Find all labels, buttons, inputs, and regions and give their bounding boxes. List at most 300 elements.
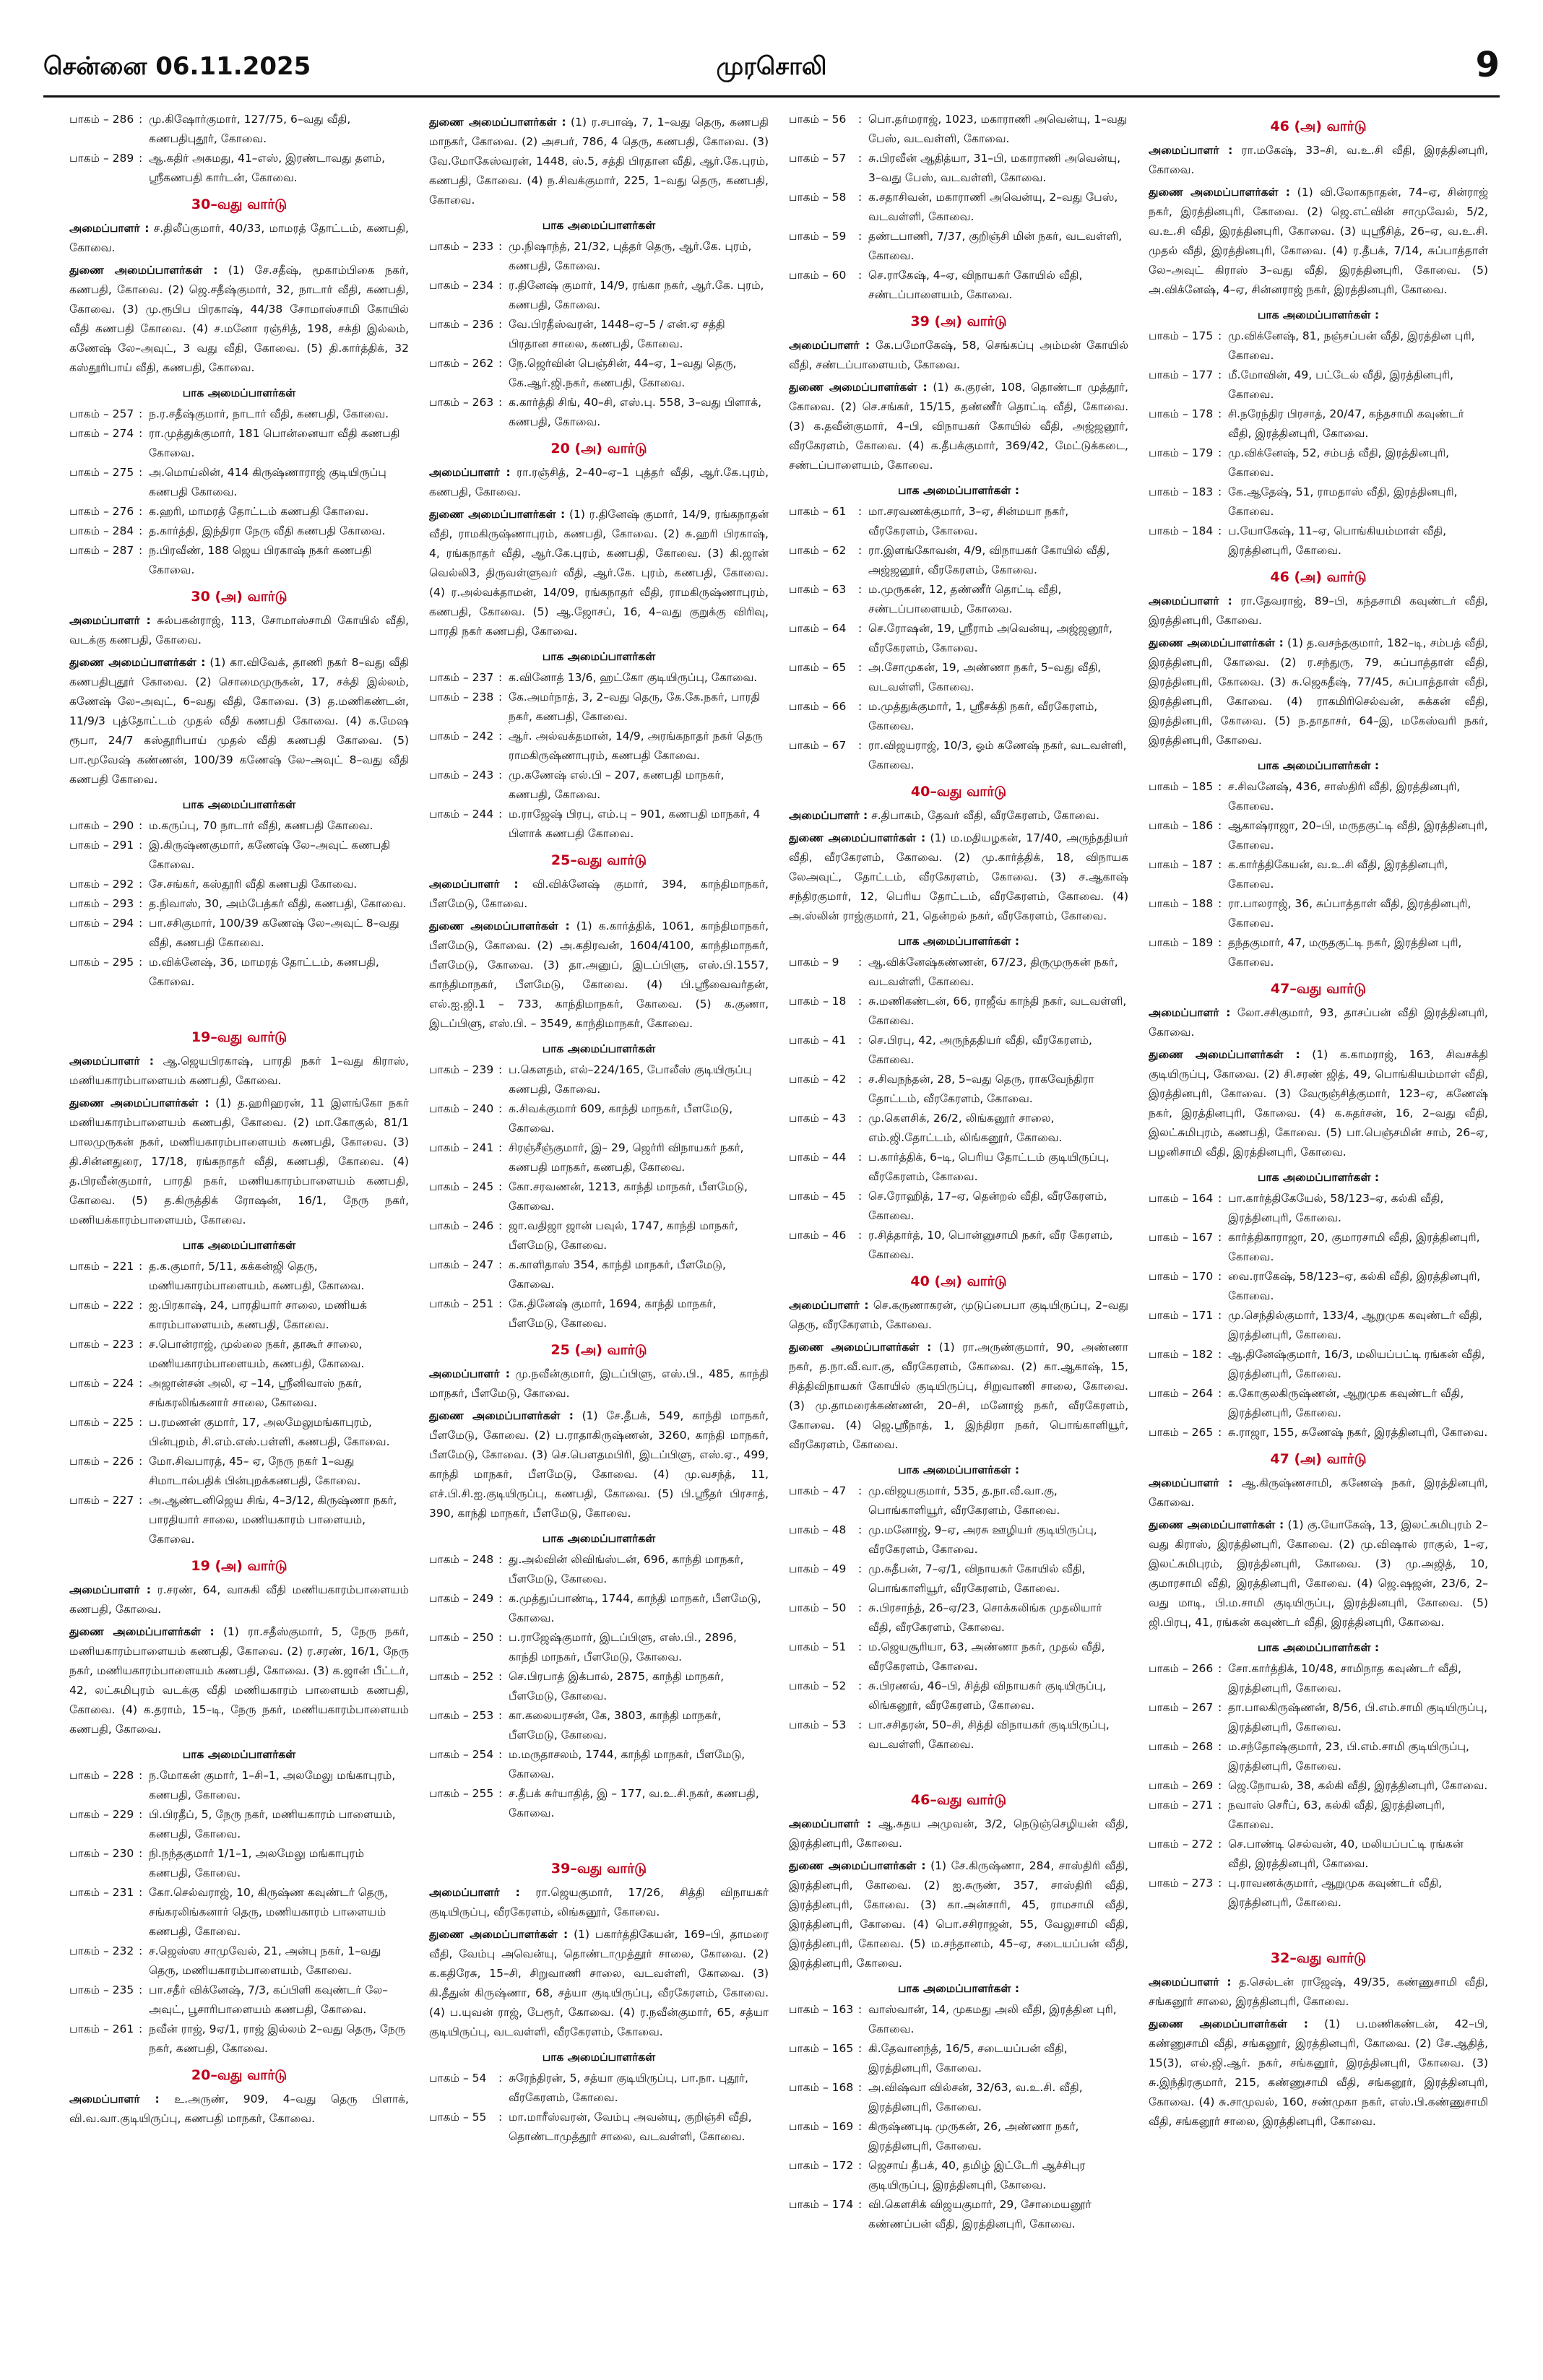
booth-number: பாகம் – 227 xyxy=(69,1494,134,1507)
ward-heading: 46 (அ) வார்டு xyxy=(1270,569,1367,585)
booth-entry xyxy=(69,914,409,953)
separator: : xyxy=(1218,329,1222,342)
booth-number: பாகம் – 255 xyxy=(429,1787,494,1800)
booth-number: பாகம் – 241 xyxy=(429,1141,494,1154)
booth-organiser: க.வினோத் 13/6, ஹட்கோ குடியிருப்பு, கோவை. xyxy=(509,671,758,684)
booth-organiser: தந்தகுமார், 47, மருதகுட்டி நகர், இரத்தின புரி, கோவை. xyxy=(1228,936,1462,969)
ward-heading: 40 (அ) வார்டு xyxy=(910,1273,1007,1289)
booth-organiser: க.முத்துப்பாண்டி, 1744, காந்தி மாநகர், பீளமேடு, கோவை. xyxy=(509,1592,761,1624)
page-number: 9 xyxy=(1475,45,1500,85)
booth-entry xyxy=(789,1226,1128,1265)
section-heading: பாக அமைப்பாளர்கள் xyxy=(542,219,656,232)
booth-organiser: செ.பாண்டி செல்வன், 40, மலியப்பட்டி ரங்கன் வீதி, இரத்தினபுரி, கோவை. xyxy=(1228,1838,1464,1870)
booth-entry xyxy=(69,1296,409,1335)
organiser-entry xyxy=(789,1296,1128,1335)
booth-organiser: பா.சசிதரன், 50–சி, சித்தி விநாயகர் குடியிருப்பு, வடவள்ளி, கோவை. xyxy=(868,1718,1110,1751)
separator: : xyxy=(1218,1662,1222,1675)
booth-number: பாகம் – 44 xyxy=(789,1151,847,1164)
separator: : xyxy=(498,1180,503,1193)
separator: : xyxy=(139,1886,143,1899)
booth-organiser: வி.கௌசிக் விஜயகுமார், 29, சோமையனூர் கண்ணப்பன் வீதி, இரத்தினபுரி, கோவை. xyxy=(868,2198,1092,2230)
booth-organiser: சுரேந்திரன், 5, சத்யா குடியிருப்பு, பா.நா. புதூர், வீரகேரளம், கோவை. xyxy=(509,2072,748,2104)
entry-text: உ.அருண், 909, 4–வது தெரு பிளாக், வி.வ.வா.குடியிருப்பு, கணபதி மாநகர், கோவை. xyxy=(69,2093,409,2125)
booth-number: பாகம் – 177 xyxy=(1149,368,1214,381)
booth-organiser: த.கார்த்தி, இந்திரா நேரு வீதி கணபதி கோவை. xyxy=(149,524,386,537)
booth-organiser: நவாஸ் செரீப், 63, கல்கி வீதி, இரத்தினபுரி, கோவை. xyxy=(1228,1799,1445,1831)
booth-organiser: செ.ரோஹித், 17–ஏ, தென்றல் வீதி, வீரகேரளம், கோவை. xyxy=(868,1190,1107,1222)
separator: : xyxy=(1218,1387,1222,1400)
booth-entry xyxy=(789,2195,1128,2234)
separator: : xyxy=(498,240,503,253)
separator: : xyxy=(498,1063,503,1076)
booth-organiser: ந.பிரவீண், 188 ஜெய பிரகாஷ் நகர் கணபதி கோவை. xyxy=(149,544,372,576)
booth-number: பாகம் – 9 xyxy=(789,956,839,969)
booth-organiser: அ.சோமுகன், 19, அண்ணா நகர், 5–வது வீதி, வடவள்ளி, கோவை. xyxy=(868,661,1102,693)
booth-number: பாகம் – 58 xyxy=(789,191,847,204)
booth-entry xyxy=(429,1589,769,1628)
booth-entry xyxy=(429,727,769,766)
booth-organiser: ச.தீபக் சுர்யாதித், இ – 177, வ.உ.சி.நகர், கணபதி, கோவை. xyxy=(509,1787,759,1819)
entry-text: (1) ப.மணிகண்டன், 42–பி, கண்ணுசாமி வீதி, சங்கனூர், இரத்தினபுரி, கோவை. (2) சே.ஆதித், 15(3), எல்.ஜி.ஆர். நகர், சங்கனூர், இரத்தினபுரி, கோவை. (3) சு.இந்திரகுமார், 215, கண்ணுசாமி வீதி, சங்கனூர், இரத்தினபுரி, கோவை. (4) சு.சாமுவல், 160, சண்முகா நகர், எஸ்.பி.கண்ணுசாமி வீதி, சங்கனூர் சாலை, இரத்தினபுரி, கோவை. xyxy=(1149,2017,1488,2128)
separator: : xyxy=(858,505,863,518)
booth-organiser: ஆகாஷ்ராஜா, 20–பி, மருதகுட்டி வீதி, இரத்தினபுரி, கோவை. xyxy=(1228,819,1488,852)
spacer xyxy=(429,1823,769,1852)
booth-entry xyxy=(429,1138,769,1177)
booth-entry xyxy=(1149,522,1488,561)
separator: : xyxy=(858,661,863,674)
separator: : xyxy=(139,1808,143,1821)
separator: : xyxy=(1218,1426,1222,1439)
booth-entry xyxy=(69,1413,409,1452)
booth-organiser: பி.பிரதீப், 5, நேரு நகர், மணியகாரம் பாளையம், கணபதி, கோவை. xyxy=(149,1808,396,1840)
booth-number: பாகம் – 168 xyxy=(789,2081,854,2094)
ward-heading: 47 (அ) வார்டு xyxy=(1270,1451,1367,1467)
separator: : xyxy=(1218,1192,1222,1205)
role-label: அமைப்பாளர் : xyxy=(429,878,519,891)
booth-organiser: த.க.குமார், 5/11, கக்கன்ஜி தெரு, மணியகாரம்பாளையம், கணபதி, கோவை. xyxy=(149,1260,365,1292)
booth-number: பாகம் – 235 xyxy=(69,1983,134,1996)
booth-number: பாகம் – 234 xyxy=(429,279,494,292)
organiser-entry xyxy=(429,1364,769,1403)
separator: : xyxy=(858,956,863,969)
separator: : xyxy=(858,1034,863,1047)
role-label: துணை அமைப்பாளர்கள் : xyxy=(429,116,566,129)
booth-number: பாகம் – 269 xyxy=(1149,1779,1214,1792)
entry-text: ரா.தேவராஜ், 89–பி, கந்தசாமி கவுண்டர் வீதி, இரத்தினபுரி, கோவை. xyxy=(1149,594,1488,627)
role-label: துணை அமைப்பாளர்கள் : xyxy=(69,264,218,277)
booth-organiser: கோ.சரவணன், 1213, காந்தி மாநகர், பீளமேடு, கோவை. xyxy=(509,1180,748,1213)
booth-entry xyxy=(789,953,1128,992)
booth-entry xyxy=(429,354,769,393)
booth-entry xyxy=(789,1187,1128,1226)
booth-entry xyxy=(789,736,1128,775)
booth-number: பாகம் – 50 xyxy=(789,1601,847,1614)
booth-organiser: சி.நரேந்திர பிரசாத், 20/47, கந்தசாமி கவுண்டர் வீதி, இரத்தினபுரி, கோவை. xyxy=(1228,407,1464,440)
entry-text: (1) சே.கிருஷ்ணா, 284, சாஸ்திரி வீதி, இரத்தினபுரி, கோவை. (2) ஐ.சுருண், 357, சாஸ்திரி வீதி, இரத்தினபுரி, கோவை. (3) கா.அன்சாரி, 45, ராமசாமி வீதி, இரத்தினபுரி, கோவை. (4) பொ.சசிராஜன், 55, வேலுசாமி வீதி, இரத்தினபுரி, கோவை. (5) ம.சந்தானம், 45–ஏ, சடையப்பன் வீதி, இரத்தினபுரி, கோவை. xyxy=(789,1859,1128,1970)
booth-number: பாகம் – 267 xyxy=(1149,1701,1214,1714)
booth-entry xyxy=(69,836,409,875)
booth-organiser: கே.அமர்நாத், 3, 2–வது தெரு, கே.கே.நகர், பாரதி நகர், கணபதி, கோவை. xyxy=(509,691,761,723)
booth-organiser: ஆர். அல்வக்தமான், 14/9, அரங்கநாதர் நகர் தெரு ராமகிருஷ்ணாபுரம், கணபதி கோவை. xyxy=(509,730,763,762)
ward-heading: 39 (அ) வார்டு xyxy=(910,313,1007,329)
booth-organiser: வை.ராகேஷ், 58/123–ஏ, கல்கி வீதி, இரத்தினபுரி, கோவை. xyxy=(1228,1270,1481,1302)
entry-text: ஆ.சுதய அமுவன், 3/2, நெடுஞ்செழியன் வீதி, இரத்தினபுரி, கோவை. xyxy=(789,1817,1128,1850)
entry-text: (1) ர.தினேஷ் குமார், 14/9, ரங்கநாதன் வீதி, ராமகிருஷ்ணாபுரம், கணபதி, கோவை. (2) சு.ஹரி பிரகாஷ், 4, ரங்கநாதர் வீதி, ஆர்.கே.புரம், கணபதி, கோவை. (3) கி.ஜான் வெல்லி3, திருவள்ளுவர் வீதி, ஆர்.கே. புரம், கணபதி, கோவை. (4) ர.அல்வக்தாமன், 14/09, ரங்கநாதர் வீதி, ராமகிருஷ்ணாபுரம், கணபதி, கோவை. (5) ஆ.ஜோசப், 16, 4–வது குறுக்கு விரிவு, பாரதி நகர் கணபதி, கோவை. xyxy=(429,508,769,638)
role-label: அமைப்பாளர் : xyxy=(1149,1476,1233,1489)
organiser-entry xyxy=(429,1406,769,1523)
booth-number: பாகம் – 252 xyxy=(429,1670,494,1683)
booth-organiser: ரா.விஜயராஜ், 10/3, ஓம் கணேஷ் நகர், வடவள்ளி, கோவை. xyxy=(868,739,1127,771)
booth-organiser: கே.ஆதேஷ், 51, ராமதாஸ் வீதி, இரத்தினபுரி, கோவை. xyxy=(1228,485,1458,518)
separator: : xyxy=(139,839,143,852)
booth-number: பாகம் – 293 xyxy=(69,897,134,910)
booth-entry xyxy=(789,227,1128,266)
booth-entry xyxy=(1149,483,1488,522)
booth-entry xyxy=(1149,1874,1488,1913)
section-heading: பாக அமைப்பாளர்கள் : xyxy=(897,1463,1020,1476)
booth-entry xyxy=(69,953,409,992)
booth-number: பாகம் – 268 xyxy=(1149,1740,1214,1753)
booth-number: பாகம் – 188 xyxy=(1149,897,1214,910)
separator: : xyxy=(139,466,143,479)
booth-organiser: செ.பிரபாத் இக்பால், 2875, காந்தி மாநகர், பீளமேடு, கோவை. xyxy=(509,1670,725,1702)
separator: : xyxy=(858,191,863,204)
booth-number: பாகம் – 185 xyxy=(1149,780,1214,793)
booth-organiser: ஜெசாய் தீபக், 40, தமிழ் இட்டேரி ஆச்சிபுர குடியிருப்பு, இரத்தினபுரி, கோவை. xyxy=(868,2159,1086,2191)
entry-text: ரா.ரஞ்சித், 2–40–ஏ–1 புத்தர் வீதி, ஆர்.கே.புரம், கணபதி, கோவை. xyxy=(429,466,769,498)
booth-entry xyxy=(69,894,409,914)
booth-organiser: ஜெ.நோயல், 38, கல்கி வீதி, இரத்தினபுரி, கோவை. xyxy=(1228,1779,1488,1792)
booth-organiser: அ.ஆண்டனிஜெய சிங், 4–3/12, கிருஷ்ணா நகர், பாரதியார் சாலை, மணியகாரம் பாளையம், கோவை. xyxy=(149,1494,397,1546)
booth-entry xyxy=(789,1520,1128,1559)
booth-number: பாகம் – 47 xyxy=(789,1484,847,1497)
separator: : xyxy=(858,995,863,1008)
separator: : xyxy=(139,956,143,969)
ward-heading: 39–வது வார்டு xyxy=(550,1861,647,1877)
organiser-entry xyxy=(429,1925,769,2042)
booth-entry xyxy=(69,1981,409,2020)
booth-entry xyxy=(1149,1796,1488,1835)
booth-number: பாகம் – 171 xyxy=(1149,1309,1214,1322)
separator: : xyxy=(498,2072,503,2085)
booth-organiser: ந.ர.சதீஷ்குமார், நாடார் வீதி, கணபதி, கோவை. xyxy=(149,407,389,420)
booth-entry xyxy=(789,2000,1128,2039)
separator: : xyxy=(1218,1701,1222,1714)
entry-text: ஆ.கிருஷ்ணசாமி, கணேஷ் நகர், இரத்தினபுரி, கோவை. xyxy=(1149,1476,1488,1509)
organiser-entry xyxy=(1149,1973,1488,2012)
booth-entry xyxy=(69,1766,409,1805)
booth-number: பாகம் – 189 xyxy=(1149,936,1214,949)
booth-entry xyxy=(1149,1228,1488,1267)
organiser-entry xyxy=(429,875,769,914)
booth-entry xyxy=(429,1667,769,1706)
role-label: துணை அமைப்பாளர்கள் : xyxy=(789,831,926,844)
booth-entry xyxy=(69,2020,409,2059)
separator: : xyxy=(498,1709,503,1722)
organiser-entry xyxy=(69,1052,409,1091)
separator: : xyxy=(858,152,863,165)
entry-text: த.செல்டன் ராஜேஷ், 49/35, கண்ணுசாமி வீதி, சங்கனூர் சாலை, இரத்தினபுரி, கோவை. xyxy=(1149,1976,1488,2008)
role-label: அமைப்பாளர் : xyxy=(429,1886,520,1899)
booth-organiser: கிருஷ்ணபுடி முருகன், 26, அண்ணா நகர், இரத்தினபுரி, கோவை. xyxy=(868,2120,1079,2152)
ward-heading: 30–வது வார்டு xyxy=(191,196,288,212)
separator: : xyxy=(139,1455,143,1468)
booth-number: பாகம் – 172 xyxy=(789,2159,854,2172)
booth-number: பாகம் – 232 xyxy=(69,1944,134,1957)
entry-text: (1) கா.விவேக், தாணி நகர் 8–வது வீதி கணபதிபுதூர் கோவை. (2) சொமைமுருகன், 17, சக்தி இல்லம், கணேஷ் லே–அவுட், 6–வது வீதி, கோவை. (3) த.மணிகண்டன், 11/9/3 புத்தோட்டம் முதல் வீதி கணபதி கோவை. (4) க.மேஷ ரூபா, 24/7 கஸ்தூரிபாய் முதல் வீதி கணபதி கோவை. (5) பா.மூவேஷ் கண்ணன், 100/39 கணேஷ் லே–அவுட் 8–வது வீதி கணபதி கோவை. xyxy=(69,656,409,786)
booth-number: பாகம் – 175 xyxy=(1149,329,1214,342)
booth-number: பாகம் – 221 xyxy=(69,1260,134,1273)
booth-organiser: வாஸ்வான், 14, முகமது அலி வீதி, இரத்தின புரி, கோவை. xyxy=(868,2003,1117,2035)
role-label: அமைப்பாளர் : xyxy=(69,614,151,627)
separator: : xyxy=(1218,1231,1222,1244)
organiser-entry xyxy=(429,463,769,502)
separator: : xyxy=(139,1983,143,1996)
separator: : xyxy=(1218,858,1222,871)
booth-organiser: ஆ.கதிர் அகமது, 41–எஸ், இரண்டாவது தளம், ஸ்ரீகணபதி கார்டன், கோவை. xyxy=(149,152,386,184)
organiser-entry xyxy=(1149,2015,1488,2132)
booth-number: பாகம் – 264 xyxy=(1149,1387,1214,1400)
booth-organiser: ப.யோகேஷ், 11–ஏ, பொங்கியம்மாள் வீதி, இரத்தினபுரி, கோவை. xyxy=(1228,524,1447,557)
organiser-entry xyxy=(789,336,1128,375)
booth-number: பாகம் – 169 xyxy=(789,2120,854,2133)
separator: : xyxy=(139,152,143,165)
booth-entry xyxy=(429,805,769,844)
booth-organiser: கா.கலையரசன், கே, 3803, காந்தி மாநகர், பீளமேடு, கோவை. xyxy=(509,1709,722,1741)
separator: : xyxy=(858,230,863,243)
separator: : xyxy=(1218,1270,1222,1283)
booth-organiser: க.காளிதாஸ் 354, காந்தி மாநகர், பீளமேடு, கோவை. xyxy=(509,1258,726,1291)
booth-number: பாகம் – 184 xyxy=(1149,524,1214,537)
entry-text: (1) சே.தீபக், 549, காந்தி மாநகர், பீளமேடு, கோவை. (2) ப.ராதாகிருஷ்ணன், 3260, காந்தி மாநகர், பீளமேடு, கோவை. (3) செ.பௌதமபிரி, இடப்பிளு, எஸ்.ஏ., 499, காந்தி மாநகர், பீளமேடு, கோவை. (4) மு.வசந்த், 11, எச்.பி.சி.ஐ.குடியிருப்பு, கணபதி, கோவை. (5) பி.ஸ்ரீதர் பிரசாத், 390, காந்தி மாநகர், பீளமேடு, கோவை. xyxy=(429,1409,769,1520)
booth-organiser: ஐ.பிரகாஷ், 24, பாரதியார் சாலை, மணியக் காரம்பாளையம், கணபதி, கோவை. xyxy=(149,1299,367,1331)
separator: : xyxy=(498,691,503,704)
booth-entry xyxy=(789,1109,1128,1148)
section-heading: பாக அமைப்பாளர்கள் : xyxy=(1257,759,1380,772)
booth-organiser: தண்டபாணி, 7/37, குறிஞ்சி மின் நகர், வடவள்ளி, கோவை. xyxy=(868,230,1123,262)
separator: : xyxy=(858,1523,863,1536)
organiser-entry xyxy=(429,917,769,1034)
booth-organiser: நவீன் ராஜ், 9ஏ/1, ராஜ் இல்லம் 2–வது தெரு, நேரு நகர், கணபதி, கோவை. xyxy=(149,2022,406,2055)
booth-entry xyxy=(69,110,409,149)
separator: : xyxy=(1218,1877,1222,1890)
section-heading: பாக அமைப்பாளர்கள் : xyxy=(897,935,1020,948)
booth-entry xyxy=(429,668,769,688)
booth-organiser: த.நிவாஸ், 30, அம்பேத்கர் வீதி, கணபதி, கோவை. xyxy=(149,897,407,910)
separator: : xyxy=(498,1258,503,1271)
booth-number: பாகம் – 228 xyxy=(69,1769,134,1782)
booth-entry xyxy=(1149,933,1488,972)
separator: : xyxy=(498,1592,503,1605)
role-label: துணை அமைப்பாளர்கள் : xyxy=(69,656,206,669)
organiser-entry xyxy=(1149,141,1488,180)
separator: : xyxy=(858,2120,863,2133)
separator: : xyxy=(139,113,143,126)
separator: : xyxy=(858,1562,863,1575)
section-heading: பாக அமைப்பாளர்கள் xyxy=(182,386,296,399)
booth-entry xyxy=(789,541,1128,580)
booth-organiser: ச.சிவநந்தன், 28, 5–வது தெரு, ராகவேந்திரா தோட்டம், வீரகேரளம், கோவை. xyxy=(868,1073,1094,1105)
separator: : xyxy=(498,1553,503,1566)
role-label: துணை அமைப்பாளர்கள் : xyxy=(1149,186,1290,199)
role-label: துணை அமைப்பாளர்கள் : xyxy=(429,508,566,521)
ward-heading: 25–வது வார்டு xyxy=(550,852,647,868)
entry-text: (1) கு.யோகேஷ், 13, இலட்சுமிபுரம் 2–வது கிராஸ், இரத்தினபுரி, கோவை. (2) மு.விஷால் ராகுல், 1–ஏ, இலட்சுமிபுரம், இரத்தினபுரி, கோவை. (3) மு.அஜித், 10, குமாரசாமி வீதி, இரத்தினபுரி, கோவை. (4) ஜெ.ஷஜன், 23/6, 2–வது மாடி, பி.ம.சாமி குடியிருப்பு, இரத்தினபுரி, கோவை. (5) ஜி.பிரபு, 41, ரங்கன் கவுண்டர் வீதி, இரத்தினபுரி, கோவை. xyxy=(1149,1518,1488,1629)
entry-text: (1) சே.சதீஷ், மூகாம்பிகை நகர், கணபதி, கோவை. (2) ஜெ.சதீஷ்குமார், 32, நாடார் வீதி, கணபதி, கோவை. (3) மு.ரூபிப பிரகாஷ், 44/38 சோமாஸ்சாமி கோயில் வீதி கணபதி கோவை. (4) ச.மனோ ரஞ்சித், 198, சக்தி இல்லம், கணேஷ் லே–அவுட், 3 வது வீதி, கோவை. (5) தி.கார்த்திக், 32 கஸ்தூரிபாய் வீதி, கணபதி, கோவை. xyxy=(69,264,409,374)
booth-number: பாகம் – 64 xyxy=(789,622,847,635)
booth-entry xyxy=(789,1559,1128,1598)
ward-heading: 32–வது வார்டு xyxy=(1270,1950,1367,1966)
section-heading: பாக அமைப்பாளர்கள் xyxy=(182,1748,296,1761)
booth-organiser: மு.கிஷோர்குமார், 127/75, 6–வது வீதி, கணபதிபுதூர், கோவை. xyxy=(149,113,351,145)
booth-organiser: ரா.முத்துக்குமார், 181 பொன்னையா வீதி கணபதி கோவை. xyxy=(149,427,400,459)
separator: : xyxy=(858,544,863,557)
booth-organiser: இ.கிருஷ்ணகுமார், கணேஷ் லே–அவுட் கணபதி கோவை. xyxy=(149,839,391,871)
booth-entry xyxy=(1149,365,1488,404)
separator: : xyxy=(498,318,503,331)
ward-heading: 25 (அ) வார்டு xyxy=(550,1342,647,1358)
booth-number: பாகம் – 45 xyxy=(789,1190,847,1203)
booth-number: பாகம் – 251 xyxy=(429,1297,494,1310)
booth-number: பாகம் – 164 xyxy=(1149,1192,1214,1205)
role-label: துணை அமைப்பாளர்கள் : xyxy=(1149,1048,1300,1061)
booth-organiser: ப.ராஜேஷ்குமார், இடப்பிளு, எஸ்.பி., 2896, காந்தி மாநகர், பீளமேடு, கோவை. xyxy=(509,1631,737,1663)
masthead xyxy=(43,45,1500,88)
booth-organiser: ப.கௌதம், எல்–224/165, போலீஸ் குடியிருப்பு கணபதி, கோவை. xyxy=(509,1063,752,1096)
separator: : xyxy=(1218,368,1222,381)
role-label: துணை அமைப்பாளர்கள் : xyxy=(69,1625,215,1638)
booth-number: பாகம் – 237 xyxy=(429,671,494,684)
organiser-entry xyxy=(429,1883,769,1922)
booth-number: பாகம் – 236 xyxy=(429,318,494,331)
separator: : xyxy=(139,2022,143,2035)
booth-entry xyxy=(1149,1306,1488,1345)
separator: : xyxy=(139,1299,143,1312)
booth-organiser: பா.சசிகுமார், 100/39 கணேஷ் லே–அவுட் 8–வது வீதி, கணபதி கோவை. xyxy=(149,917,399,949)
ward-heading: 20–வது வார்டு xyxy=(191,2067,288,2083)
separator: : xyxy=(1218,897,1222,910)
section-heading: பாக அமைப்பாளர்கள் xyxy=(542,2051,656,2064)
booth-entry xyxy=(789,1070,1128,1109)
organiser-entry xyxy=(429,505,769,641)
booth-number: பாகம் – 53 xyxy=(789,1718,847,1731)
booth-entry xyxy=(1149,855,1488,894)
booth-entry xyxy=(69,404,409,424)
booth-organiser: நி.நந்தகுமார் 1/1–1, அலமேலு மங்காபுரம் கணபதி, கோவை. xyxy=(149,1847,364,1879)
booth-organiser: கார்த்திகாராஜா, 20, குமாரசாமி வீதி, இரத்தினபுரி, கோவை. xyxy=(1228,1231,1480,1263)
booth-number: பாகம் – 174 xyxy=(789,2198,854,2211)
booth-organiser: க.ஹரி, மாமரத் தோட்டம் கணபதி கோவை. xyxy=(149,505,369,518)
booth-number: பாகம் – 231 xyxy=(69,1886,134,1899)
separator: : xyxy=(858,2003,863,2016)
booth-number: பாகம் – 263 xyxy=(429,396,494,409)
booth-organiser: க.சிவக்குமார் 609, காந்தி மாநகர், பீளமேடு, கோவை. xyxy=(509,1102,733,1135)
role-label: துணை அமைப்பாளர்கள் : xyxy=(69,1096,209,1109)
column-3 xyxy=(789,110,1128,2356)
booth-number: பாகம் – 286 xyxy=(69,113,134,126)
booth-number: பாகம் – 244 xyxy=(429,808,494,821)
booth-entry xyxy=(69,1491,409,1549)
booth-organiser: மு.விக்னேஷ், 81, நஞ்சப்பன் வீதி, இரத்தின புரி, கோவை. xyxy=(1228,329,1475,362)
separator: : xyxy=(1218,1348,1222,1361)
separator: : xyxy=(1218,485,1222,498)
booth-organiser: மு.சுதீபன், 7–ஏ/1, விநாயகர் கோயில் வீதி, பொங்காளியூர், வீரகேரளம், கோவை. xyxy=(868,1562,1086,1595)
separator: : xyxy=(498,1787,503,1800)
booth-organiser: க.கோகுலகிருஷ்ணன், ஆறுமுக கவுண்டர் வீதி, இரத்தினபுரி, கோவை. xyxy=(1228,1387,1464,1419)
booth-number: பாகம் – 187 xyxy=(1149,858,1214,871)
booth-entry xyxy=(1149,1345,1488,1384)
booth-organiser: ப.கார்த்திக், 6–டி, பெரிய தோட்டம் குடியிருப்பு, வீரகேரளம், கோவை. xyxy=(868,1151,1110,1183)
role-label: அமைப்பாளர் : xyxy=(789,1817,872,1830)
booth-number: பாகம் – 63 xyxy=(789,583,847,596)
entry-text: ர.சரண், 64, வாசுகி வீதி மணியகாரம்பாளையம் கணபதி, கோவை. xyxy=(69,1583,409,1616)
booth-entry xyxy=(429,1177,769,1216)
booth-entry xyxy=(429,766,769,805)
booth-organiser: ர.சித்தார்த், 10, பொன்னுசாமி நகர், வீர கேரளம், கோவை. xyxy=(868,1229,1113,1261)
organiser-entry xyxy=(789,1338,1128,1455)
entry-text: (1) க.கார்த்திக், 1061, காந்திமாநகர், பீளமேடு, கோவை. (2) அ.கதிரவன், 1604/4100, காந்திமாநகர், பீளமேடு, கோவை. (3) தா.அனுப், இடப்பிளு, எஸ்.பி.1557, காந்திமாநகர், பீளமேடு, கோவை. (4) பி.ஸ்ரீவைவர்தன், எல்.ஐ.ஜி.1 – 733, காந்திமாநகர், கோவை. (5) க.குணா, இடப்பிளு, எஸ்.பி. – 3549, காந்திமாநகர், கோவை. xyxy=(429,919,769,1030)
separator: : xyxy=(139,917,143,930)
booth-organiser: நே.ஜெர்வின் பெஞ்சின், 44–ஏ, 1–வது தெரு, கே.ஆர்.ஜி.நகர், கணபதி, கோவை. xyxy=(509,357,737,389)
organiser-entry xyxy=(789,1856,1128,1973)
booth-number: பாகம் – 57 xyxy=(789,152,847,165)
booth-number: பாகம் – 253 xyxy=(429,1709,494,1722)
booth-number: பாகம் – 239 xyxy=(429,1063,494,1076)
role-label: அமைப்பாளர் : xyxy=(69,2093,160,2106)
booth-entry xyxy=(69,1374,409,1413)
booth-entry xyxy=(429,1294,769,1333)
booth-organiser: ச.சிவனேஷ், 436, சாஸ்திரி வீதி, இரத்தினபுரி, கோவை. xyxy=(1228,780,1461,813)
ward-heading: 30 (அ) வார்டு xyxy=(191,589,288,605)
role-label: அமைப்பாளர் : xyxy=(1149,1006,1231,1019)
separator: : xyxy=(139,897,143,910)
separator: : xyxy=(858,2042,863,2055)
separator: : xyxy=(1218,446,1222,459)
booth-organiser: ம.மருதாசலம், 1744, காந்தி மாநகர், பீளமேடு, கோவை. xyxy=(509,1748,745,1780)
organiser-entry xyxy=(429,113,769,210)
separator: : xyxy=(858,1112,863,1125)
booth-number: பாகம் – 66 xyxy=(789,700,847,713)
booth-number: பாகம் – 229 xyxy=(69,1808,134,1821)
booth-entry xyxy=(1149,1776,1488,1796)
booth-organiser: மு.கணேஷ் எல்.பி – 207, கணபதி மாநகர், கணபதி, கோவை. xyxy=(509,769,725,801)
booth-number: பாகம் – 289 xyxy=(69,152,134,165)
separator: : xyxy=(858,1640,863,1653)
booth-number: பாகம் – 54 xyxy=(429,2072,487,2085)
booth-number: பாகம் – 291 xyxy=(69,839,134,852)
booth-number: பாகம் – 262 xyxy=(429,357,494,370)
booth-entry xyxy=(429,1099,769,1138)
booth-entry xyxy=(1149,1835,1488,1874)
organiser-entry xyxy=(789,378,1128,475)
separator: : xyxy=(139,1260,143,1273)
booth-organiser: ம.முத்துக்குமார், 1, ஸ்ரீசக்தி நகர், வீரகேரளம், கோவை. xyxy=(868,700,1098,732)
booth-entry xyxy=(429,2069,769,2108)
separator: : xyxy=(1218,780,1222,793)
entry-text: (1) த.வசந்தகுமார், 182–டி, சம்பத் வீதி, இரத்தினபுரி, கோவை. (2) ர.சந்துரு, 79, சுப்பாத்தாள் வீதி, இரத்தினபுரி, கோவை. (3) சு.ஜெகதீஷ், 77/45, சுப்பாத்தாள் வீதி, இரத்தினபுரி, கோவை. (4) ராகமிரிசெல்வன், சுக்கன் வீதி, இரத்தினபுரி, கோவை. (5) ந.தாதாசர், 64–இ, மகேஸ்வரி நகர், இரத்தினபுரி, கோவை. xyxy=(1149,636,1488,747)
entry-text: (1) த.ஹரிஹரன், 11 இளங்கோ நகர் மணியகாரம்பாளையம் கணபதி, கோவை. (2) மா.கோகுல், 81/1 பாலமுருகன் நகர், மணியகாரம்பாளையம் கணபதி, கோவை. (3) தி.சின்னதுரை, 17/18, ரங்கநாதர் வீதி, கணபதி, கோவை. (4) த.பிரவீன்குமார், பாரதி நகர், மணியகாரம்பாளையம் கணபதி, கோவை. (5) த.கிருத்திக் ரோஷன், 16/1, நேரு நகர், மணியக்காரம்பாளையம், கோவை. xyxy=(69,1096,409,1226)
booth-organiser: கே.தினேஷ் குமார், 1694, காந்தி மாநகர், பீளமேடு, கோவை. xyxy=(509,1297,717,1330)
booth-number: பாகம் – 292 xyxy=(69,878,134,891)
booth-organiser: ந.மோகன் குமார், 1–சி–1, அலமேலு மங்காபுரம், கணபதி, கோவை. xyxy=(149,1769,396,1801)
entry-text: ரா.மகேஷ், 33–சி, வ.உ.சி வீதி, இரத்தினபுரி, கோவை. xyxy=(1149,144,1488,176)
booth-number: பாகம் – 290 xyxy=(69,819,134,832)
booth-organiser: ம.கருப்பு, 70 நாடார் வீதி, கணபதி கோவை. xyxy=(149,819,373,832)
booth-entry xyxy=(69,541,409,580)
header-rule xyxy=(43,95,1500,98)
booth-number: பாகம் – 274 xyxy=(69,427,134,440)
booth-organiser: சோ.கார்த்திக், 10/48, சாமிநாத கவுண்டர் வீதி, இரத்தினபுரி, கோவை. xyxy=(1228,1662,1462,1695)
